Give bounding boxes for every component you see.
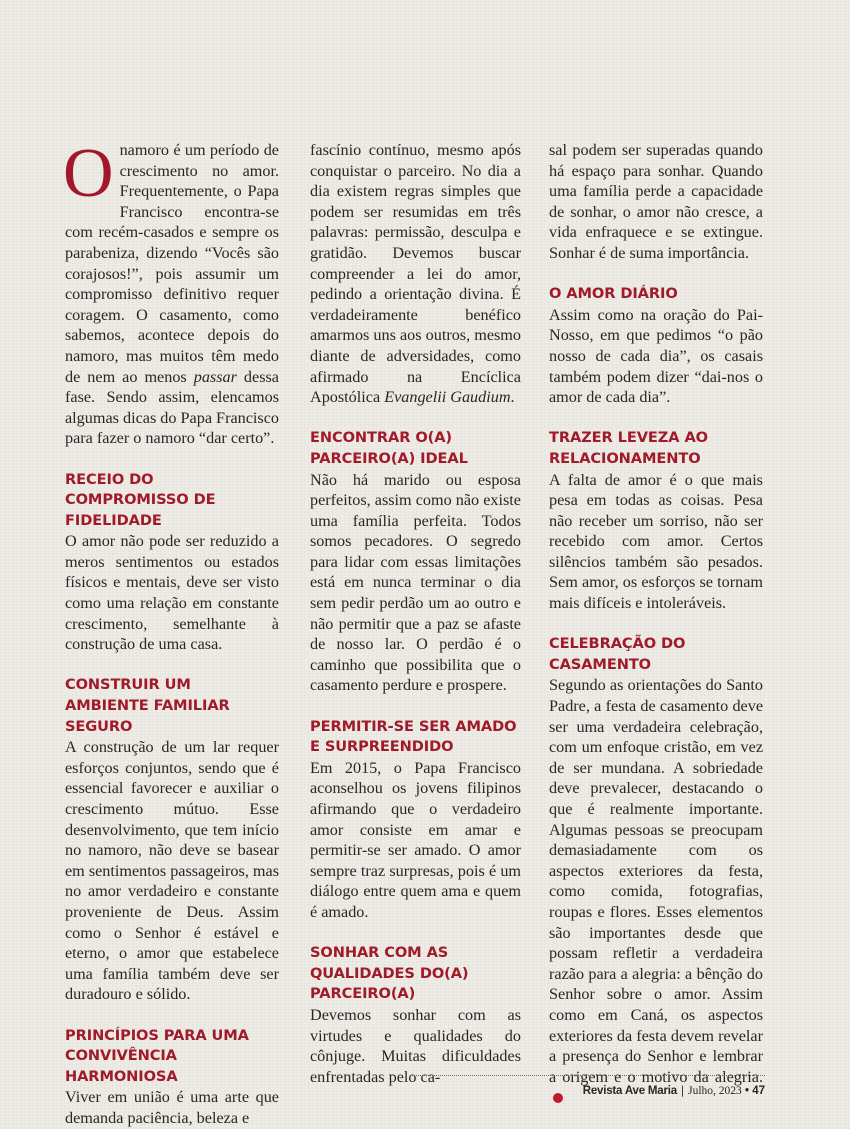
column-3 bbox=[549, 140, 763, 1108]
end-of-article-dot-icon bbox=[553, 1093, 563, 1103]
section-body: Devemos sonhar com as virtudes e qualidades do cônjuge. Muitas dificuldades enfrentadas pelo ca- bbox=[310, 1005, 521, 1086]
issue-date: Julho, 2023 bbox=[688, 1085, 742, 1097]
section-body-continued: sal podem ser superadas quando há espaço para sonhar. Quando uma família perde a capacidade de sonhar, o amor não cresce, a vida enfraquece e se extingue. Sonhar é de suma importância. bbox=[549, 141, 763, 262]
section-heading: PERMITIR-SE SER AMADO E SURPREENDIDO bbox=[310, 717, 517, 756]
column-1 bbox=[63, 135, 279, 1129]
section-body: Em 2015, o Papa Francisco aconselhou os jovens filipinos afirmando que o verdadeiro amor consiste em amar e permitir-se ser amado. O amor sempre traz surpresas, pois é um diálogo entre quem ama e quem é amado. bbox=[310, 758, 521, 921]
section-body: O amor não pode ser reduzido a meros sentimentos ou estados físicos e mentais, deve ser visto como uma relação em constante crescimento, semelhante à construção de uma casa. bbox=[65, 532, 279, 654]
footer-bullet: • bbox=[741, 1085, 753, 1097]
section-body: Viver em união é uma arte que demanda paciência, beleza e bbox=[65, 1088, 279, 1127]
magazine-name: Revista Ave Maria bbox=[582, 1085, 677, 1097]
section-heading: O AMOR DIÁRIO bbox=[549, 285, 678, 303]
column-2 bbox=[310, 140, 521, 1087]
section-heading: CELEBRAÇÃO DO CASAMENTO bbox=[549, 635, 686, 673]
footer-divider bbox=[412, 1075, 765, 1076]
section-body: A construção de um lar requer esforços conjuntos, sendo que é essencial favorecer e auxiliar o crescimento mútuo. Esse desenvolvimento, que tem início no namoro, não deve se basear em sentimentos passageiros, mas no amor verdadeiro e constante proveniente de Deus. Assim como o Senhor é estável e eterno, o amor que estabelece uma família também deve ser duradouro e sólido. bbox=[65, 738, 279, 1004]
section-heading: TRAZER LEVEZA AO RELACIONAMENTO bbox=[549, 429, 708, 467]
section-body: Segundo as orientações do Santo Padre, a festa de casamento deve ser uma verdadeira celebração, com um enfoque cristão, em vez de ser mundana. A sobriedade deve prevalecer, destacando o que é realmente importante. Algumas pessoas se preocupam demasiadamente com os aspectos exteriores da festa, como comida, fotografias, roupas e flores. Esses elementos são importantes desde que possam refletir a verdadeira razão para a alegria: a bênção do Senhor sobre o amor. Assim como em Caná, os aspectos exteriores da festa devem revelar a presença do Senhor e lembrar a origem e o motivo da alegria. bbox=[549, 675, 763, 1107]
section-heading: PRINCÍPIOS PARA UMA CONVIVÊNCIA HARMONIOSA bbox=[65, 1026, 249, 1085]
section-body: Não há marido ou esposa perfeitos, assim como não existe uma família perfeita. Todos somos pecadores. O segredo para lidar com essas limitações está em nunca terminar o dia sem pedir perdão um ao outro e não permitir que a paz se afaste de nosso lar. O perdão é o caminho que possibilita que o casamento perdure e prospere. bbox=[310, 470, 521, 695]
intro-paragraph: O namoro é um período de crescimento no amor. Frequentemente, o Papa Francisco encontra-se com recém-casados e sempre os parabeniza, dizendo “Vocês são corajosos!”, pois assumir um compromisso definitivo requer coragem. O casamento, como sabemos, acontece depois do namoro, mas muitos têm medo de nem ao menos passar dessa fase. Sendo assim, elencamos algumas dicas do Papa Francisco para fazer o namoro “dar certo”. bbox=[63, 135, 279, 448]
section-body: A falta de amor é o que mais pesa em todas as coisas. Pesa não receber um sorriso, não ser recebido com amor. Certos silêncios também são pesados. Sem amor, os esforços se tornam mais difíceis e intoleráveis. bbox=[549, 470, 763, 613]
section-body: Assim como na oração do Pai-Nosso, em que pedimos “o pão nosso de cada dia”, os casais também podem dizer “dai-nos o amor de cada dia”. bbox=[549, 305, 763, 407]
page-number: 47 bbox=[752, 1085, 765, 1097]
section-heading: SONHAR COM AS QUALIDADES DO(A) PARCEIRO(A) bbox=[310, 944, 469, 1003]
drop-cap: O bbox=[63, 135, 114, 212]
footer-separator: | bbox=[676, 1083, 689, 1097]
page-footer bbox=[583, 1083, 765, 1097]
section-body-continued: fascínio contínuo, mesmo após conquistar o parceiro. No dia a dia existem regras simples que podem ser resumidas em três palavras: permissão, desculpa e gratidão. Devemos buscar compreender a lei do amor, pedindo a orientação divina. É verdadeiramente benéfico amarmos uns aos outros, mesmo diante de adversidades, como afirmado na Encíclica Apostólica Evangelii Gaudium. bbox=[310, 141, 521, 407]
section-heading: CONSTRUIR UM AMBIENTE FAMILIAR SEGURO bbox=[65, 676, 230, 735]
section-heading: RECEIO DO COMPROMISSO DE FIDELIDADE bbox=[65, 470, 216, 529]
section-heading: ENCONTRAR O(A) PARCEIRO(A) IDEAL bbox=[310, 429, 468, 467]
